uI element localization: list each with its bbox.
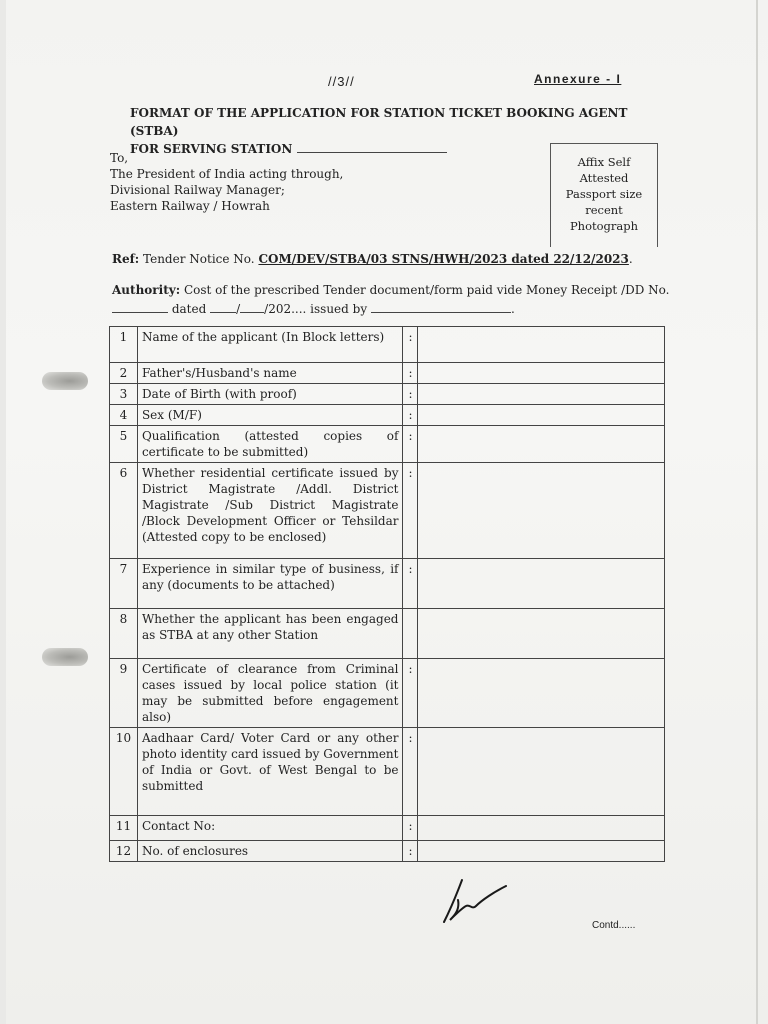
photo-text-3: Passport size bbox=[565, 187, 643, 201]
punch-hole-bottom bbox=[42, 648, 88, 666]
colon-separator: : bbox=[403, 384, 418, 405]
form-row bbox=[110, 841, 665, 862]
addressee-block bbox=[110, 150, 343, 214]
row-number: 1 bbox=[110, 327, 138, 363]
field-label: Aadhaar Card/ Voter Card or any other photo identity card issued by Government of India or Govt. of West Bengal to be submitted bbox=[137, 728, 403, 816]
colon-separator bbox=[403, 609, 418, 659]
addressee-line-1: The President of India acting through, bbox=[110, 167, 344, 181]
row-number: 2 bbox=[110, 363, 138, 384]
field-label: Father's/Husband's name bbox=[137, 363, 403, 384]
row-number: 3 bbox=[110, 384, 138, 405]
row-number: 6 bbox=[110, 463, 138, 559]
row-number: 10 bbox=[110, 728, 138, 816]
field-label: Whether residential certificate issued by District Magistrate /Addl. District Magistrate /Sub District Magistrate /Block Development Officer or Tehsildar (Attested copy to be enclosed) bbox=[137, 463, 403, 559]
field-label: Certificate of clearance from Criminal cases issued by local police station (it may be submitted before engagement also) bbox=[137, 659, 403, 728]
page-edge bbox=[756, 0, 758, 1024]
answer-field[interactable] bbox=[418, 559, 665, 609]
ref-text: Tender Notice No. bbox=[143, 252, 255, 266]
dd-number-blank[interactable] bbox=[112, 312, 168, 313]
row-number: 7 bbox=[110, 559, 138, 609]
answer-field[interactable] bbox=[418, 463, 665, 559]
form-row bbox=[110, 426, 665, 463]
colon-separator: : bbox=[403, 463, 418, 559]
addressee-line-3: Eastern Railway / Howrah bbox=[110, 199, 270, 213]
reference-line bbox=[112, 252, 633, 266]
annexure-label: Annexure - I bbox=[534, 72, 622, 86]
field-label: Whether the applicant has been engaged as STBA at any other Station bbox=[137, 609, 403, 659]
answer-field[interactable] bbox=[418, 659, 665, 728]
application-form-table bbox=[109, 326, 665, 862]
form-row bbox=[110, 659, 665, 728]
row-number: 4 bbox=[110, 405, 138, 426]
continued-note: Contd...... bbox=[592, 920, 636, 931]
answer-field[interactable] bbox=[418, 363, 665, 384]
answer-field[interactable] bbox=[418, 405, 665, 426]
ref-label: Ref: bbox=[112, 252, 140, 266]
authority-label: Authority: bbox=[112, 283, 181, 297]
field-label: No. of enclosures bbox=[137, 841, 403, 862]
authority-block bbox=[112, 281, 672, 319]
dated-label: dated bbox=[171, 302, 207, 316]
colon-separator: : bbox=[403, 559, 418, 609]
form-row bbox=[110, 609, 665, 659]
row-number: 5 bbox=[110, 426, 138, 463]
photo-text-5: Photograph bbox=[569, 219, 639, 233]
field-label: Contact No: bbox=[137, 816, 403, 841]
answer-field[interactable] bbox=[418, 728, 665, 816]
form-row bbox=[110, 327, 665, 363]
answer-field[interactable] bbox=[418, 841, 665, 862]
form-row bbox=[110, 363, 665, 384]
row-number: 11 bbox=[110, 816, 138, 841]
date-slash: / bbox=[236, 302, 241, 316]
answer-field[interactable] bbox=[418, 426, 665, 463]
photo-text-1: Affix Self bbox=[577, 155, 631, 169]
colon-separator: : bbox=[403, 363, 418, 384]
tender-number: COM/DEV/STBA/03 STNS/HWH/2023 dated 22/12/2023 bbox=[258, 252, 629, 266]
colon-separator: : bbox=[403, 426, 418, 463]
answer-field[interactable] bbox=[418, 327, 665, 363]
title-line-1: FORMAT OF THE APPLICATION FOR STATION TICKET BOOKING AGENT (STBA) bbox=[130, 106, 628, 138]
form-row bbox=[110, 405, 665, 426]
page-number: //3// bbox=[328, 74, 355, 89]
colon-separator: : bbox=[403, 659, 418, 728]
form-row bbox=[110, 463, 665, 559]
photo-text-4: recent bbox=[585, 203, 623, 217]
answer-field[interactable] bbox=[418, 384, 665, 405]
colon-separator: : bbox=[403, 327, 418, 363]
issued-by-blank[interactable] bbox=[371, 312, 511, 313]
to-label: To, bbox=[110, 151, 129, 165]
date-day-blank[interactable] bbox=[210, 312, 236, 313]
field-label: Name of the applicant (In Block letters) bbox=[137, 327, 403, 363]
authority-text: Cost of the prescribed Tender document/form paid vide Money Receipt /DD No. bbox=[183, 283, 670, 297]
authority-end: . bbox=[510, 302, 515, 316]
date-year-issued: /202.... issued by bbox=[264, 302, 368, 316]
colon-separator: : bbox=[403, 841, 418, 862]
answer-field[interactable] bbox=[418, 609, 665, 659]
row-number: 8 bbox=[110, 609, 138, 659]
form-row bbox=[110, 816, 665, 841]
field-label: Qualification (attested copies of certificate to be submitted) bbox=[137, 426, 403, 463]
title-line-2-text: FOR SERVING STATION bbox=[130, 142, 293, 156]
field-label: Date of Birth (with proof) bbox=[137, 384, 403, 405]
field-label: Sex (M/F) bbox=[137, 405, 403, 426]
photo-box bbox=[550, 143, 658, 247]
addressee-line-2: Divisional Railway Manager; bbox=[110, 183, 285, 197]
colon-separator: : bbox=[403, 816, 418, 841]
date-month-blank[interactable] bbox=[240, 312, 264, 313]
authority-line-1 bbox=[112, 281, 672, 300]
form-row bbox=[110, 728, 665, 816]
form-row bbox=[110, 384, 665, 405]
signature bbox=[436, 870, 516, 930]
document-page bbox=[6, 0, 768, 1024]
answer-field[interactable] bbox=[418, 816, 665, 841]
colon-separator: : bbox=[403, 405, 418, 426]
row-number: 12 bbox=[110, 841, 138, 862]
ref-end: . bbox=[628, 252, 633, 266]
form-row bbox=[110, 559, 665, 609]
colon-separator: : bbox=[403, 728, 418, 816]
authority-line-2 bbox=[112, 300, 672, 319]
field-label: Experience in similar type of business, if any (documents to be attached) bbox=[137, 559, 403, 609]
photo-text-2: Attested bbox=[579, 171, 629, 185]
row-number: 9 bbox=[110, 659, 138, 728]
punch-hole-top bbox=[42, 372, 88, 390]
